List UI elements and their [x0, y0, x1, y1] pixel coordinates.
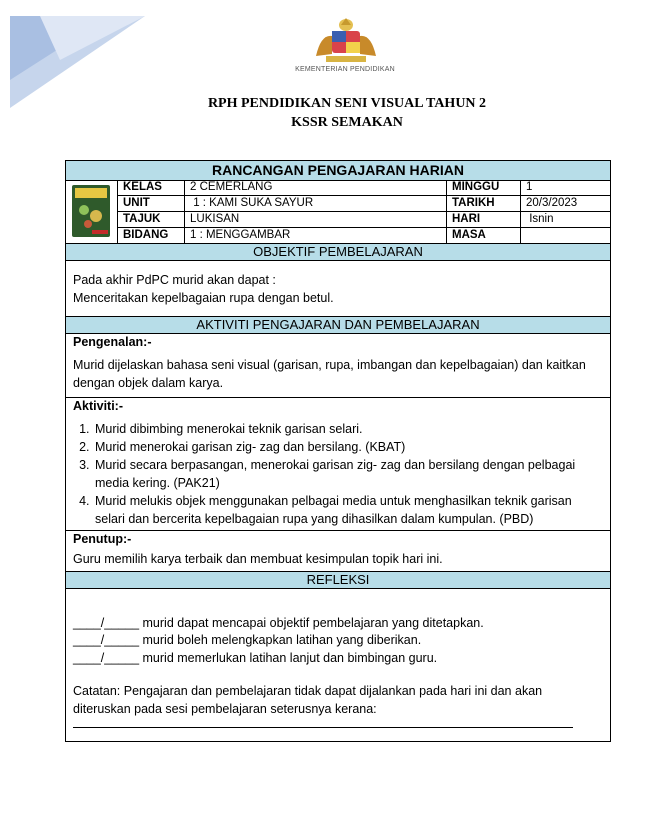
- corner-decoration: [0, 0, 150, 110]
- activity-label: Aktiviti:-: [73, 399, 123, 413]
- minggu-value: 1: [521, 180, 610, 196]
- hari-value: Isnin: [521, 212, 610, 228]
- masa-label: MASA: [447, 228, 521, 244]
- tarikh-label: TARIKH: [447, 196, 521, 212]
- list-item: 3. Murid secara berpasangan, menerokai garisan zig- zag dan bersilang dengan pelbagai media kering. (PAK21): [93, 456, 603, 492]
- divider: [66, 397, 610, 398]
- bidang-value: 1 : MENGGAMBAR: [185, 228, 447, 244]
- masa-value: [521, 228, 610, 244]
- list-item: 1. Murid dibimbing menerokai teknik garisan selari.: [93, 420, 603, 438]
- document-subtitle: KSSR SEMAKAN: [291, 115, 403, 130]
- document-title: RPH PENDIDIKAN SENI VISUAL TAHUN 2: [207, 96, 487, 111]
- textbook-cover-image: [66, 180, 118, 244]
- reflection-line-completed: ____/_____ murid boleh melengkapkan latihan yang diberikan.: [73, 633, 422, 647]
- note-writing-line: [73, 727, 573, 728]
- unit-value: 1 : KAMI SUKA SAYUR: [185, 196, 447, 212]
- lesson-plan-table: [65, 160, 611, 742]
- objective-heading: OBJEKTIF PEMBELAJARAN: [66, 243, 610, 261]
- info-grid: [66, 180, 610, 244]
- tajuk-value: LUKISAN: [185, 212, 447, 228]
- closing-label: Penutup:-: [73, 532, 132, 546]
- hari-label: HARI: [447, 212, 521, 228]
- reflection-line-needs-help: ____/_____ murid memerlukan latihan lanjut dan bimbingan guru.: [73, 651, 438, 665]
- minggu-label: MINGGU: [447, 180, 521, 196]
- objective-intro: Pada akhir PdPC murid akan dapat :: [73, 273, 276, 287]
- kelas-value: 2 CEMERLANG: [185, 180, 447, 196]
- tajuk-label: TAJUK: [118, 212, 185, 228]
- list-item: 2. Murid menerokai garisan zig- zag dan bersilang. (KBAT): [93, 438, 603, 456]
- divider: [66, 530, 610, 531]
- kelas-label: KELAS: [118, 180, 185, 196]
- activities-heading: AKTIVITI PENGAJARAN DAN PEMBELAJARAN: [66, 316, 610, 334]
- activity-list: [73, 420, 603, 528]
- intro-label: Pengenalan:-: [73, 335, 152, 349]
- intro-text: Murid dijelaskan bahasa seni visual (garisan, rupa, imbangan dan kepelbagaian) dan kaitkan dengan objek dalam karya.: [73, 358, 586, 390]
- list-item: 4. Murid melukis objek menggunakan pelbagai media untuk menghasilkan teknik garisan selari dan bercerita kepelbagaian rupa yang dihasilkan dalam kumpulan. (PBD): [93, 492, 603, 528]
- plan-heading: RANCANGAN PENGAJARAN HARIAN: [66, 161, 610, 181]
- bidang-label: BIDANG: [118, 228, 185, 244]
- reflection-heading: REFLEKSI: [66, 571, 610, 589]
- reflection-note: Catatan: Pengajaran dan pembelajaran tidak dapat dijalankan pada hari ini dan akan diteruskan pada sesi pembelajaran seterusnya kerana:: [73, 684, 543, 716]
- reflection-line-achieved: ____/_____ murid dapat mencapai objektif pembelajaran yang ditetapkan.: [73, 616, 484, 630]
- objective-text: Menceritakan kepelbagaian rupa dengan betul.: [73, 291, 334, 305]
- unit-label: UNIT: [118, 196, 185, 212]
- tarikh-value: 20/3/2023: [521, 196, 610, 212]
- ministry-name: KEMENTERIAN PENDIDIKAN: [295, 66, 395, 73]
- closing-text: Guru memilih karya terbaik dan membuat kesimpulan topik hari ini.: [73, 552, 443, 566]
